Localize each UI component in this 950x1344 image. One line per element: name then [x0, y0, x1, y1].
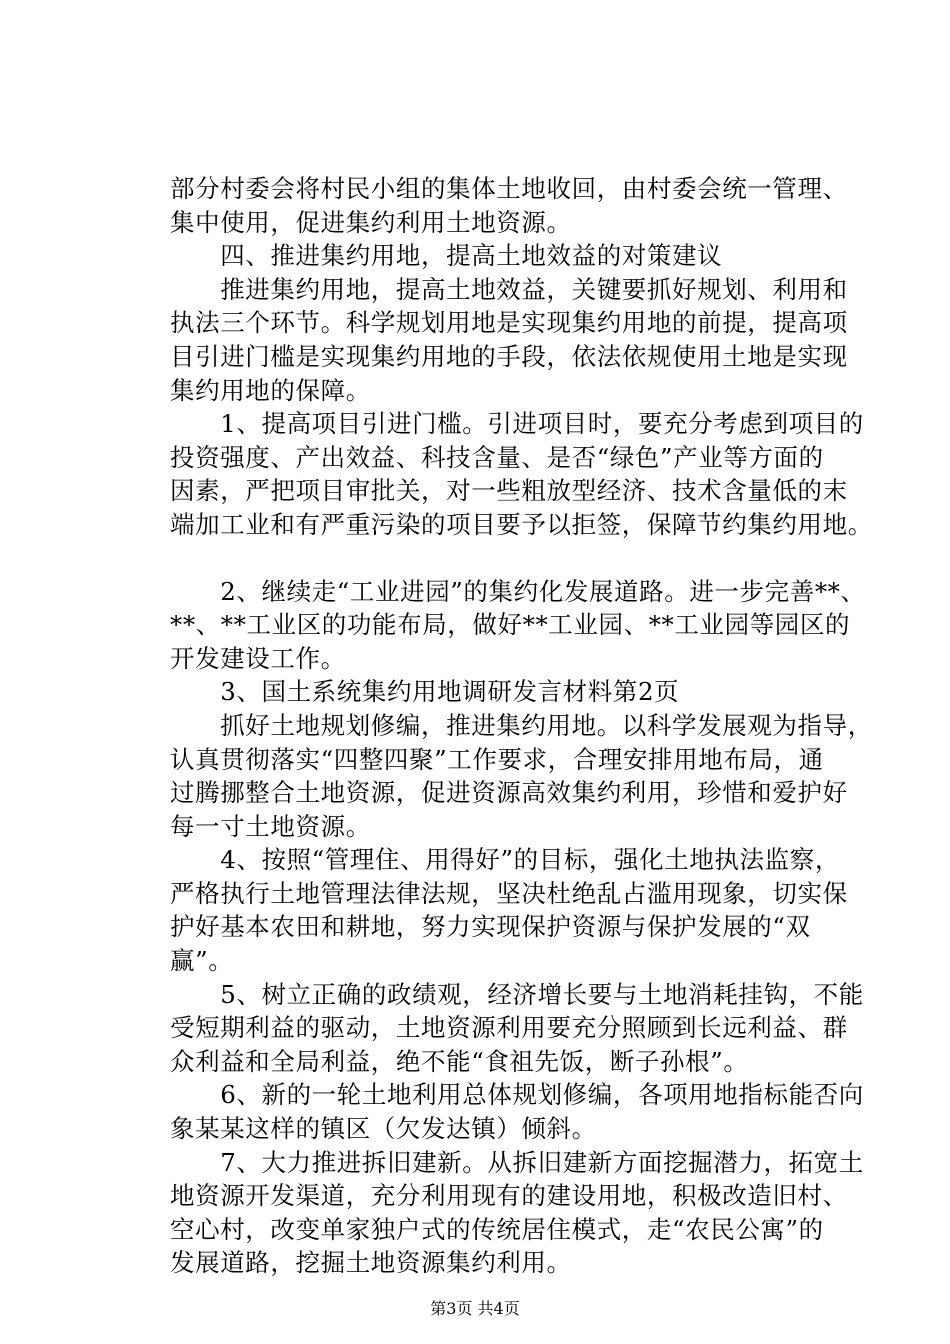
text-line: 严格执行土地管理法律法规，坚决杜绝乱占滥用现象，切实保 — [170, 878, 848, 908]
section-heading: 四、推进集约用地，提高土地效益的对策建议 — [170, 241, 723, 271]
text-line: 过腾挪整合土地资源，促进资源高效集约利用，珍惜和爱护好 — [170, 778, 848, 808]
text-line: 赢”。 — [170, 946, 234, 976]
text-line: 空心村，改变单家独户式的传统居住模式，走“农民公寓”的 — [170, 1214, 824, 1244]
text-line: 众利益和全局利益，绝不能“食祖先饭，断子孙根”。 — [170, 1046, 749, 1076]
text-line: 端加工业和有严重污染的项目要予以拒签，保障节约集约用地。 — [170, 509, 873, 539]
text-line: 抓好土地规划修编，推进集约用地。以科学发展观为指导， — [170, 710, 873, 740]
text-line: 部分村委会将村民小组的集体土地收回，由村委会统一管理、 — [170, 174, 848, 203]
text-line: **、**工业区的功能布局，做好**工业园、**工业园等园区的 — [170, 610, 851, 640]
text-line: 因素，严把项目审批关，对一些粗放型经济、技术含量低的末 — [170, 476, 848, 506]
text-line: 认真贯彻落实“四整四聚”工作要求，合理安排用地布局，通 — [170, 744, 824, 774]
text-line: 集中使用，促进集约利用土地资源。 — [170, 207, 572, 237]
text-line: 护好基本农田和耕地，努力实现保护资源与保护发展的“双 — [170, 912, 811, 942]
text-line: 发展道路，挖掘土地资源集约利用。 — [170, 1248, 572, 1278]
text-line: 受短期利益的驱动，土地资源利用要充分照顾到长远利益、群 — [170, 1013, 848, 1043]
document-body — [170, 172, 873, 1280]
text-line: 开发建设工作。 — [170, 643, 346, 673]
text-line: 6、新的一轮土地利用总体规划修编，各项用地指标能否向 — [170, 1080, 864, 1110]
text-line: 4、按照“管理住、用得好”的目标，强化土地执法监察， — [170, 845, 840, 875]
text-line: 推进集约用地，提高土地效益，关键要抓好规划、利用和 — [170, 274, 848, 304]
text-line: 集约用地的保障。 — [170, 375, 371, 405]
text-line: 象某某这样的镇区（欠发达镇）倾斜。 — [170, 1114, 597, 1144]
text-line: 1、提高项目引进门槛。引进项目时，要充分考虑到项目的 — [170, 409, 864, 439]
text-line: 地资源开发渠道，充分利用现有的建设用地，积极改造旧村、 — [170, 1181, 848, 1211]
text-line: 每一寸土地资源。 — [170, 811, 371, 841]
text-line: 执法三个环节。科学规划用地是实现集约用地的前提，提高项 — [170, 308, 848, 338]
text-line: 目引进门槛是实现集约用地的手段，依法依规使用土地是实现 — [170, 341, 848, 371]
text-line: 投资强度、产出效益、科技含量、是否“绿色”产业等方面的 — [170, 442, 824, 472]
paragraph-gap — [170, 542, 830, 575]
text-line: 5、树立正确的政绩观，经济增长要与土地消耗挂钩，不能 — [170, 979, 864, 1009]
text-line: 3、国土系统集约用地调研发言材料第2页 — [170, 677, 680, 707]
page-footer: 第3页 共4页 — [430, 1299, 520, 1318]
text-line: 7、大力推进拆旧建新。从拆旧建新方面挖掘潜力，拓宽土 — [170, 1147, 864, 1177]
text-line: 2、继续走“工业进园”的集约化发展道路。进一步完善**、 — [170, 576, 866, 606]
